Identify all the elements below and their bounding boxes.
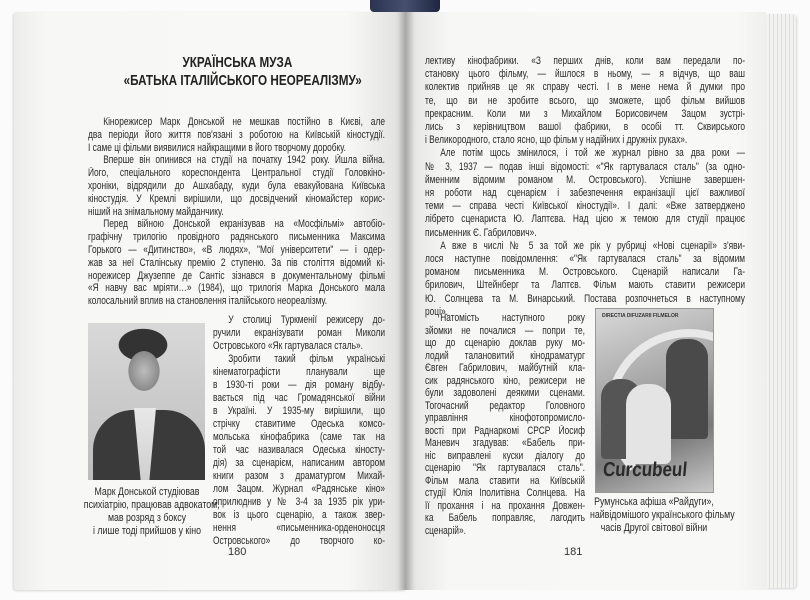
text-line: Вперше він опинився на студії на початку 1942 року. Йшла війна. bbox=[103, 154, 385, 167]
page-number-right: 181 bbox=[564, 546, 583, 558]
text-line: письменник Є. Габрилович». bbox=[425, 226, 537, 239]
text-line: році». bbox=[425, 305, 448, 318]
poster-header: DIRECTIA DIFUZARII FILMELOR bbox=[602, 313, 679, 319]
text-line: хроніки, відрядили до Ашхабаду, куди була евакуйована Київська bbox=[88, 179, 385, 192]
text-line: колосальний вплив на становлення італійського неореалізму. bbox=[88, 295, 328, 308]
text-block bbox=[425, 312, 585, 537]
paragraph bbox=[88, 218, 385, 308]
text-line: в 1930-ті роки — дія роману відбу- bbox=[213, 379, 385, 391]
text-line: той час називалася Одеська кіносту- bbox=[213, 444, 385, 456]
text-line: лом Зацом. Журнал «Радянське кіно» bbox=[213, 483, 385, 495]
caption-line: часів Другої світової війни bbox=[600, 522, 708, 534]
text-line: Кінорежисер Марк Донськой не мешкав постійно в Києві, але bbox=[103, 116, 385, 128]
page-number-left: 180 bbox=[228, 546, 247, 558]
portrait-photo-mark-donskoy bbox=[88, 323, 205, 480]
photo-caption bbox=[68, 486, 226, 538]
text-line: колектив прийняв це як справу честі. І в мене нема й думки про bbox=[425, 81, 745, 94]
text-line: лись з керівництвом вашої фабрики, в особі тт. Сквирського bbox=[425, 121, 745, 134]
text-line: становку цього фільму, — йшлося в ньому, — я відчув, що ваш bbox=[425, 68, 745, 81]
chapter-title-line-1: УКРАЇНСЬКА МУЗА bbox=[182, 54, 293, 71]
text-line: сик радянського кіно, режисери не bbox=[425, 374, 585, 387]
text-line: Островського «Як гартувалася сталь». bbox=[213, 340, 364, 352]
text-line: Ю. Солнцева та М. Винарський. Постава розпочнеться в наступному bbox=[425, 292, 745, 305]
text-line: лібрето сценариста Ю. Лаптєва. Над цією ж темою для студії працює bbox=[425, 213, 745, 226]
text-line: Тогочасний редактор Головного bbox=[425, 399, 585, 412]
caption-line: Марк Донськой студіював bbox=[94, 486, 200, 498]
chapter-title bbox=[90, 54, 385, 90]
text-line: А вже в числі № 5 за той же рік у рубриці «Нові сценарії» з'яви- bbox=[440, 239, 745, 252]
text-line: кіностудія. У Кремлі вирішили, що досвідчений кіномайстер корис- bbox=[88, 192, 385, 205]
film-poster-image bbox=[595, 308, 714, 493]
text-line: лодий талановитий кінодраматург bbox=[425, 349, 585, 362]
paragraph bbox=[88, 116, 385, 154]
text-line: в Україні. У 1935-му вирішили, що bbox=[213, 405, 385, 417]
paragraph bbox=[425, 147, 745, 239]
text-line: «Я навчу вас мріяти…» (1984), що трилогія Марка Донського мала bbox=[88, 282, 385, 295]
book-spine-shadow bbox=[398, 12, 414, 590]
text-line: Його, спеціального кореспондента Центральної студії Головкіно- bbox=[88, 167, 385, 180]
text-block bbox=[213, 314, 385, 548]
text-line: управління кінофотопромисло- bbox=[425, 412, 585, 424]
text-line: романом письменника М. Островського. Сценарій написали Га- bbox=[425, 266, 745, 279]
right-page-body-text bbox=[425, 55, 745, 319]
caption-line: найвідомішого українського фільму bbox=[590, 509, 735, 521]
paragraph bbox=[425, 55, 745, 147]
paragraph bbox=[88, 154, 385, 218]
text-line: нення «письменника-орденоносця bbox=[213, 522, 385, 534]
text-line: № 3, 1937 — подав інші відомості: «"Як гартувалася сталь" (за одно- bbox=[425, 160, 745, 173]
text-line: вості при Раднаркомі СРСР Йосиф bbox=[425, 424, 585, 437]
text-line: У столиці Туркменії режисеру до- bbox=[228, 314, 385, 326]
text-line: те, що ви не зробите всього, що зможете, щоб фільм вийшов bbox=[425, 94, 745, 107]
text-line: стрічку ставитиме Одеська комсо- bbox=[213, 418, 385, 430]
text-line: студії Юлія Іполитівна Солнцева. На bbox=[425, 487, 585, 499]
chapter-title-line-2: «БАТЬКА ІТАЛІЙСЬКОГО НЕОРЕАЛІЗМУ» bbox=[123, 72, 362, 89]
text-line: вається під час Громадянської війни bbox=[213, 392, 385, 404]
paragraph bbox=[213, 314, 385, 353]
text-line: ніс виправлені куски діалогу до bbox=[425, 449, 585, 462]
text-line: ручили екранізувати роман Миколи bbox=[213, 327, 385, 339]
text-line: сценарій». bbox=[425, 524, 466, 537]
text-line: жав за неї Сталінську премію 2 ступеню. За пів століття відомий кі- bbox=[88, 256, 385, 269]
text-line: прекрасним. Коли ми з Михайлом Борисовичем Зацом зустрі- bbox=[425, 107, 745, 120]
right-page-column-text bbox=[425, 312, 585, 537]
book-cover-top bbox=[370, 0, 440, 12]
text-line: графічну трилогію провідного радянського письменника Максима bbox=[88, 231, 385, 244]
text-line: що до сценарію доклав руку мо- bbox=[425, 337, 585, 349]
text-line: лективу кінофабрики. «З перших днів, коли вам передали по- bbox=[425, 55, 745, 67]
left-page-body-text bbox=[88, 116, 385, 308]
text-line: йменним відомим романом М. Островського). Успішне завершен- bbox=[425, 173, 745, 186]
text-line: Але потім щось змінилося, і той же журнал рівно за два роки — bbox=[440, 147, 745, 160]
text-line: брилович, Штейнберг та Лаптєв. Фільм мають ставити режисери bbox=[425, 279, 745, 292]
text-line: Фільм мала ставити на Київській bbox=[425, 474, 585, 487]
text-line: Євген Габрилович, майбутній кла- bbox=[425, 362, 585, 374]
paragraph bbox=[425, 312, 585, 537]
poster-caption bbox=[574, 496, 734, 535]
text-line: теми — справа честі Київської кіностудії». І далі: «Вже затверджено bbox=[425, 200, 745, 213]
text-line: дія) за сценарієм, написаним автором bbox=[213, 457, 385, 469]
left-page-column-text bbox=[213, 314, 385, 548]
text-line: Зробити такий фільм українські bbox=[228, 353, 385, 365]
text-block bbox=[88, 116, 385, 308]
text-line: Натомість наступного року bbox=[440, 312, 585, 324]
caption-line: психіатрію, працював адвокатом, bbox=[83, 499, 220, 511]
text-line: норежисер Джузеппе де Сантіс зізнався в документальному фільмі bbox=[88, 269, 385, 282]
text-line: мольська кінофабрика (саме так на bbox=[213, 431, 385, 443]
text-line: лося наступне повідомлення: «"Як гартувалася сталь" за відомим bbox=[425, 253, 745, 266]
text-line: два періоди його життя пов'язані з роботою на Київській кіностудії. bbox=[88, 128, 385, 141]
paragraph bbox=[213, 353, 385, 548]
text-line: і Великородного, стало ясно, що фільм у надійних і дружніх руках». bbox=[425, 134, 688, 147]
text-line: кінематографісти планували ще bbox=[213, 366, 385, 378]
text-line: книги разом з драматургом Михай- bbox=[213, 470, 385, 482]
caption-line: Румунська афіша «Райдуги», bbox=[594, 496, 714, 508]
text-line: Горького — «Дитинство», «В людях», "Мої університети" — і одер- bbox=[88, 243, 385, 256]
text-line: ня роботи над сценарієм і забезпечення екранізації цієї важливої bbox=[425, 187, 745, 200]
text-block bbox=[425, 55, 745, 319]
text-line: сценарію "Як гартувалася сталь". bbox=[425, 462, 585, 474]
poster-title: Curcubeul bbox=[602, 459, 689, 481]
text-line: ка Бабель поправляє, лагодить bbox=[425, 512, 585, 524]
text-line: ніший на знімальному майданчику. bbox=[88, 205, 224, 218]
text-line: оприлюднив у № 3-4 за 1935 рік ури- bbox=[213, 496, 385, 508]
text-line: Перед війною Донськой екранізував на «Мосфільмі» автобіо- bbox=[103, 218, 385, 231]
text-line: Маневич згадував: «Бабель при- bbox=[425, 437, 585, 449]
text-line: були задоволені деякими сценами. bbox=[425, 387, 585, 399]
page-edges bbox=[766, 14, 796, 588]
text-line: зйомки не почалися — попри те, bbox=[425, 324, 585, 337]
caption-line: і лише тоді прийшов у кіно bbox=[93, 525, 201, 537]
text-line: її прохання і на прохання Довжен- bbox=[425, 499, 585, 512]
text-line: вок із цього сценарію, а також звер- bbox=[213, 509, 385, 521]
text-line: Островського» до творчого ко- bbox=[213, 535, 385, 547]
caption-line: мав розряд з боксу bbox=[107, 512, 187, 524]
text-line: І саме ці фільми виявилися найкращими в його творчому доробку. bbox=[88, 141, 346, 154]
